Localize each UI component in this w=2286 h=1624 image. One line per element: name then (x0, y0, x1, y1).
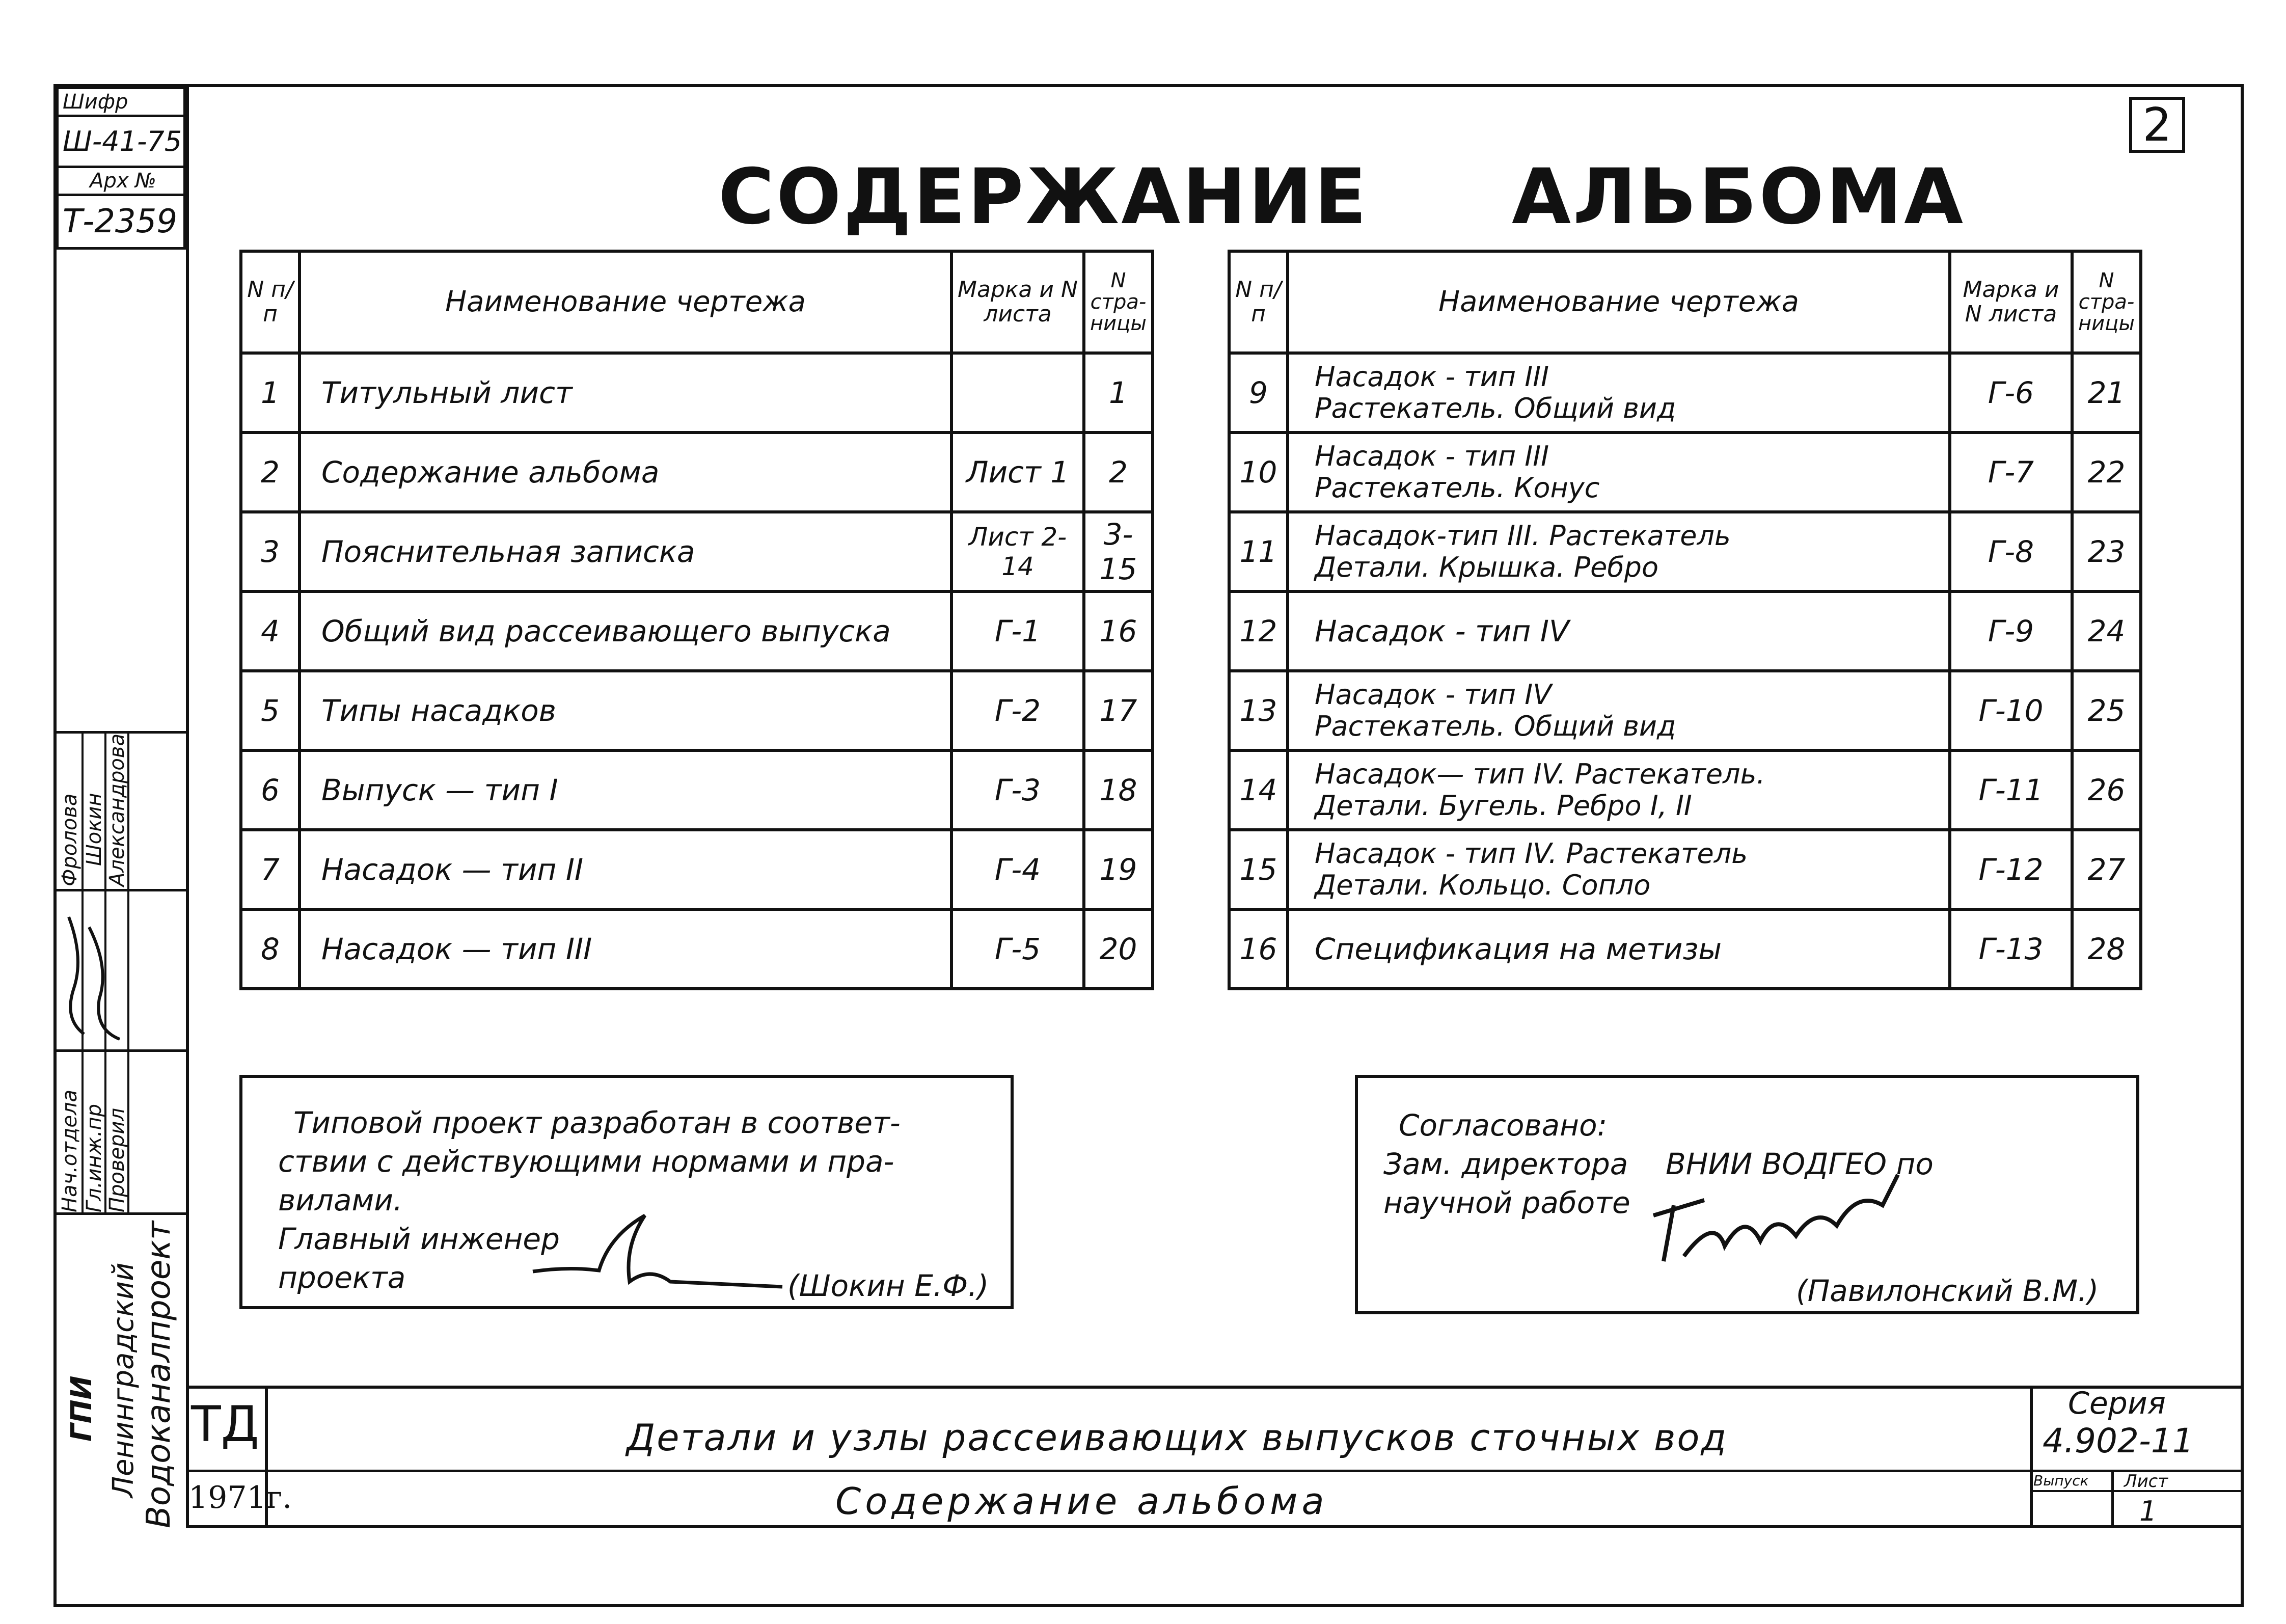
row-page: 19 (1084, 830, 1153, 909)
tb-right-divider (2030, 1386, 2033, 1528)
row-num: 16 (1229, 909, 1288, 989)
table-row (1229, 353, 2141, 432)
row-mark: Г-13 (1950, 909, 2072, 989)
row-mark: Лист 1 (951, 432, 1084, 512)
header-name: Наименование чертежа (300, 251, 951, 353)
code-label: Шифр (56, 87, 186, 115)
row-num: 3 (241, 512, 300, 591)
row-page: 17 (1084, 671, 1153, 750)
tb-main-title: Детали и узлы рассеивающих выпусков сточных вод (627, 1416, 1728, 1459)
contents-table-right (1228, 250, 2142, 990)
row-name (1288, 830, 1950, 909)
approval-line: научной работе (1383, 1185, 1630, 1220)
tb-mid-line (186, 1470, 2244, 1472)
row-page: 23 (2072, 512, 2141, 591)
row-num: 6 (241, 750, 300, 830)
note-line: Типовой проект разработан в соответ- (293, 1105, 901, 1140)
row-page: 27 (2072, 830, 2141, 909)
row-mark: Г-4 (951, 830, 1084, 909)
row-mark: Г-2 (951, 671, 1084, 750)
header-page: N стра- ницы (1084, 251, 1153, 353)
table-header (241, 251, 1153, 353)
header-num: N п/п (241, 251, 300, 353)
row-name-line1: Насадок - тип III (1315, 361, 1549, 393)
row-num: 1 (241, 353, 300, 432)
row-name: Насадок — тип III (300, 909, 951, 989)
table-row (1229, 909, 2141, 989)
header-num: N п/п (1229, 251, 1288, 353)
row-name: Выпуск — тип I (300, 750, 951, 830)
tb-top-line (186, 1386, 2244, 1389)
org-short: ГПИ (65, 1375, 98, 1442)
row-name: Содержание альбома (300, 432, 951, 512)
row-name (1288, 512, 1950, 591)
row-name: Насадок - тип IV (1288, 591, 1950, 671)
row-page: 2 (1084, 432, 1153, 512)
code-value: Ш-41-75 (56, 115, 186, 166)
row-mark: Г-1 (951, 591, 1084, 671)
table-header (1229, 251, 2141, 353)
role-checker: Проверил (105, 1107, 129, 1212)
tb-series-value: 4.902-11 (2043, 1421, 2194, 1460)
row-name-line2: Растекатель. Общий вид (1315, 710, 1676, 742)
arch-value: Т-2359 (56, 194, 186, 250)
header-mark: Марка и N листа (1950, 251, 2072, 353)
header-page: N стра- ницы (2072, 251, 2141, 353)
row-name (1288, 750, 1950, 830)
header-name: Наименование чертежа (1288, 251, 1950, 353)
row-page: 24 (2072, 591, 2141, 671)
row-num: 9 (1229, 353, 1288, 432)
tb-sheet-divider (2111, 1470, 2114, 1528)
row-page: 20 (1084, 909, 1153, 989)
side-line (56, 1212, 186, 1215)
role-head: Нач.отдела (58, 1089, 81, 1212)
tb-sheet-value: 1 (2139, 1495, 2157, 1527)
row-page: 26 (2072, 750, 2141, 830)
row-page: 16 (1084, 591, 1153, 671)
note-line: Главный инженер (278, 1222, 560, 1256)
row-mark: Г-3 (951, 750, 1084, 830)
row-page: 18 (1084, 750, 1153, 830)
row-name (1288, 432, 1950, 512)
signature-pavilonsky (1643, 1154, 1908, 1271)
row-name-line1: Насадок— тип IV. Растекатель. (1315, 758, 1765, 790)
table-row (1229, 512, 2141, 591)
row-num: 13 (1229, 671, 1288, 750)
row-name-line2: Детали. Кольцо. Сопло (1315, 869, 1651, 901)
name-aleksandrova: Александрова (105, 734, 129, 886)
org-city: Ленинградский (107, 1262, 140, 1498)
row-name-line2: Растекатель. Конус (1315, 472, 1600, 504)
row-num: 7 (241, 830, 300, 909)
table-row (241, 432, 1153, 512)
name-frolova: Фролова (58, 793, 81, 886)
row-num: 2 (241, 432, 300, 512)
row-name (1288, 671, 1950, 750)
approval-note (1355, 1075, 2139, 1314)
row-name: Насадок — тип II (300, 830, 951, 909)
row-name: Спецификация на метизы (1288, 909, 1950, 989)
signature-shokin (528, 1205, 793, 1297)
contents-table-left (239, 250, 1154, 990)
table-row (1229, 591, 2141, 671)
header-mark: Марка и N листа (951, 251, 1084, 353)
org-name: Водоканалпроект (140, 1221, 178, 1528)
table-row (1229, 432, 2141, 512)
table-row (241, 750, 1153, 830)
role-chief-engineer: Гл.инж.пр (83, 1103, 106, 1212)
row-name: Типы насадков (300, 671, 951, 750)
side-signatures (59, 897, 130, 1044)
page-title: СОДЕРЖАНИЕ АЛЬБОМА (718, 153, 1966, 241)
row-mark: Лист 2-14 (951, 512, 1084, 591)
row-name: Титульный лист (300, 353, 951, 432)
table-row (241, 909, 1153, 989)
row-mark: Г-9 (1950, 591, 2072, 671)
tb-issue-label: Выпуск (2033, 1472, 2089, 1489)
row-name-line1: Насадок-тип III. Растекатель (1315, 520, 1731, 552)
row-num: 12 (1229, 591, 1288, 671)
table-row (241, 830, 1153, 909)
row-name-line1: Насадок - тип III (1315, 440, 1549, 472)
row-num: 4 (241, 591, 300, 671)
arch-label: Арх № (56, 166, 186, 194)
design-note (239, 1075, 1014, 1309)
side-line (56, 889, 186, 891)
table-row (241, 512, 1153, 591)
table-row (241, 353, 1153, 432)
row-num: 5 (241, 671, 300, 750)
row-mark: Г-12 (1950, 830, 2072, 909)
table-row (1229, 671, 2141, 750)
row-num: 15 (1229, 830, 1288, 909)
row-page: 21 (2072, 353, 2141, 432)
approval-line: Зам. директора ВНИИ ВОДГЕО по (1383, 1147, 1934, 1181)
tb-td: ТД (191, 1396, 259, 1453)
row-name-line2: Детали. Бугель. Ребро I, II (1315, 790, 1692, 822)
row-name (1288, 353, 1950, 432)
approval-signer-name: (Павилонский В.М.) (1796, 1274, 2099, 1308)
row-page: 3-15 (1084, 512, 1153, 591)
row-name-line1: Насадок - тип IV. Растекатель (1315, 837, 1748, 870)
side-line (56, 1049, 186, 1052)
note-signer-name: (Шокин Е.Ф.) (787, 1268, 989, 1303)
row-page: 22 (2072, 432, 2141, 512)
row-mark: Г-8 (1950, 512, 2072, 591)
row-num: 11 (1229, 512, 1288, 591)
tb-sub-title: Содержание альбома (835, 1480, 1328, 1523)
row-name-line2: Растекатель. Общий вид (1315, 392, 1676, 424)
row-num: 14 (1229, 750, 1288, 830)
row-page: 1 (1084, 353, 1153, 432)
approval-line: Согласовано: (1399, 1108, 1608, 1143)
table-row (1229, 750, 2141, 830)
tb-sheet-label: Лист (2124, 1471, 2168, 1492)
note-line: ствии с действующими нормами и пра- (278, 1144, 894, 1179)
name-shokin: Шокин (83, 793, 106, 866)
row-mark: Г-11 (1950, 750, 2072, 830)
row-name-line2: Детали. Крышка. Ребро (1315, 551, 1658, 583)
table-row (241, 671, 1153, 750)
row-mark: Г-10 (1950, 671, 2072, 750)
row-name: Пояснительная записка (300, 512, 951, 591)
note-line: вилами. (278, 1183, 403, 1217)
tb-year: 1971г. (188, 1480, 292, 1515)
page-number: 2 (2129, 97, 2185, 153)
row-name: Общий вид рассеивающего выпуска (300, 591, 951, 671)
row-mark: Г-5 (951, 909, 1084, 989)
note-line: проекта (278, 1260, 406, 1295)
row-mark (951, 353, 1084, 432)
row-mark: Г-6 (1950, 353, 2072, 432)
row-mark: Г-7 (1950, 432, 2072, 512)
row-page: 28 (2072, 909, 2141, 989)
tb-series-label: Серия (2068, 1386, 2166, 1421)
row-page: 25 (2072, 671, 2141, 750)
row-num: 8 (241, 909, 300, 989)
row-name-line1: Насадок - тип IV (1315, 679, 1552, 711)
table-row (1229, 830, 2141, 909)
row-num: 10 (1229, 432, 1288, 512)
table-row (241, 591, 1153, 671)
